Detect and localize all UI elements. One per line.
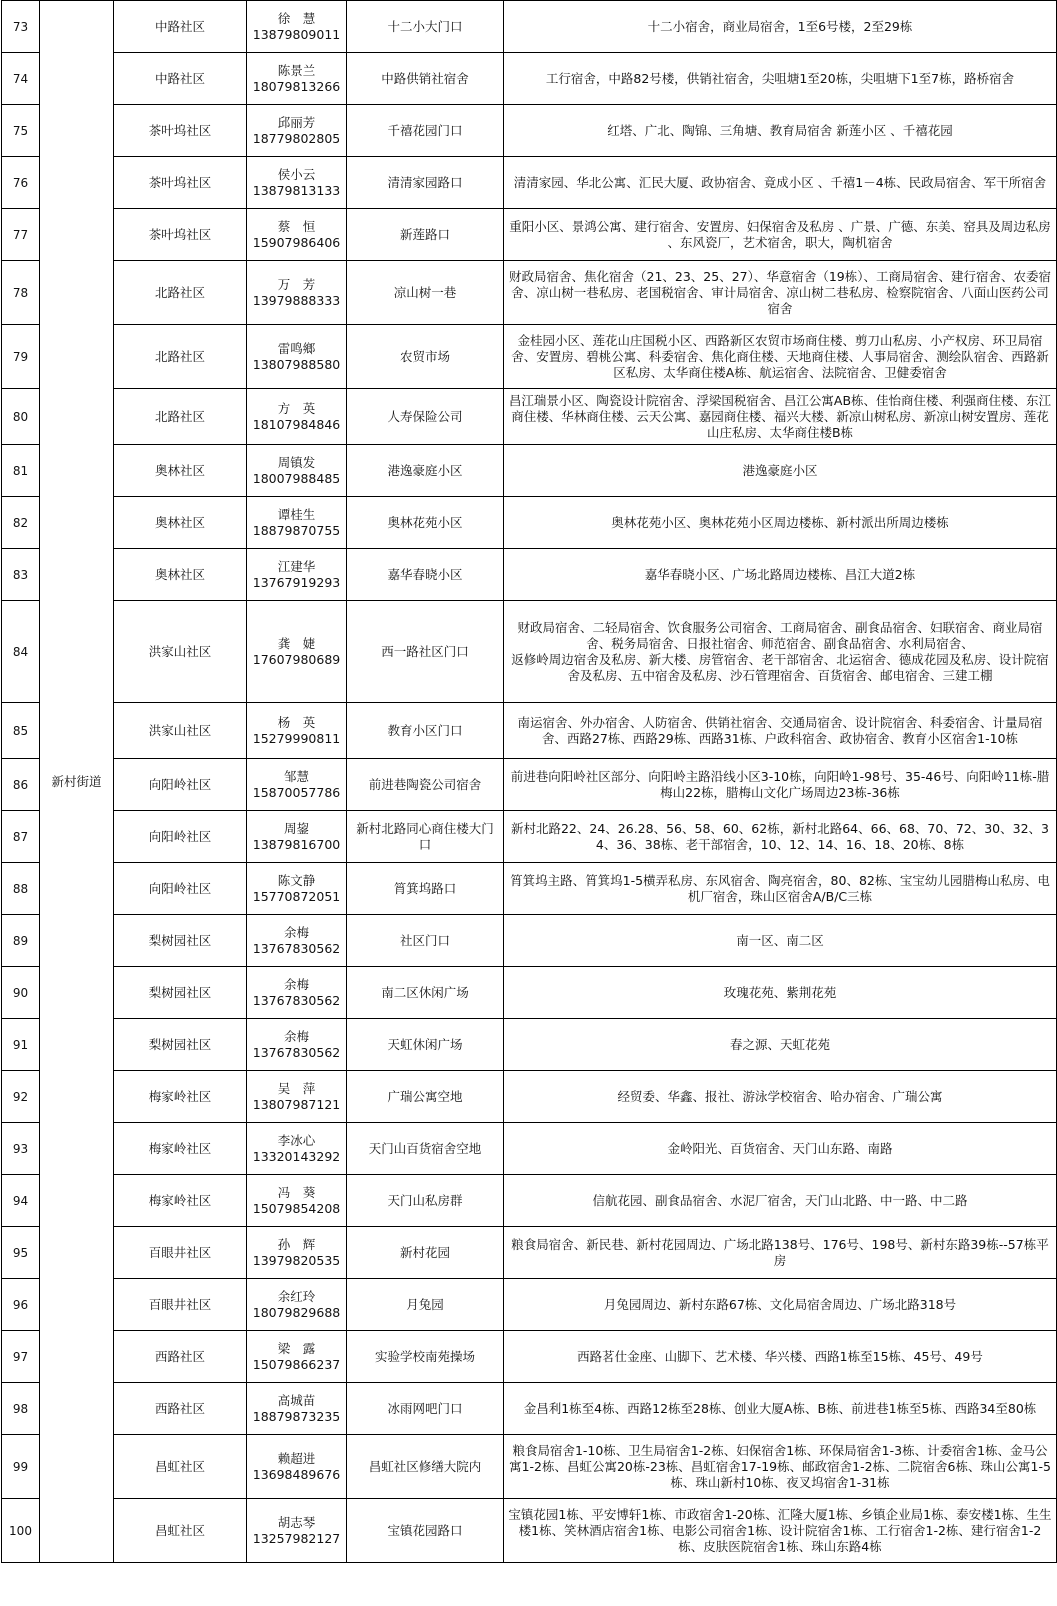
contact-cell [247, 389, 347, 445]
table-row [2, 967, 1057, 1019]
location-cell: 筲箕坞路口 [347, 863, 504, 915]
contact-phone: 17607980689 [252, 651, 341, 667]
contact-phone: 15079854208 [252, 1200, 341, 1216]
table-row [2, 601, 1057, 703]
coverage-area-text: 红塔、广北、陶锦、三角塘、教育局宿舍 新莲小区 、千禧花园 [607, 122, 953, 138]
contact-name: 李冰心 [277, 1132, 316, 1148]
coverage-area-cell [504, 759, 1057, 811]
contact-name: 余梅 [283, 976, 309, 992]
community-cell: 中路社区 [114, 1, 247, 53]
contact-name: 谭桂生 [277, 506, 316, 522]
community-cell: 西路社区 [114, 1383, 247, 1435]
coverage-area-text: 金岭阳光、百货宿舍、天门山东路、南路 [667, 1140, 893, 1156]
location-cell: 中路供销社宿舍 [347, 53, 504, 105]
contact-phone: 18007988485 [252, 470, 341, 486]
table-row [2, 1227, 1057, 1279]
contact-phone: 13320143292 [252, 1148, 341, 1164]
table-row [2, 915, 1057, 967]
location-cell: 农贸市场 [347, 325, 504, 389]
contact-cell [247, 759, 347, 811]
community-cell: 向阳岭社区 [114, 863, 247, 915]
location-cell: 南二区休闲广场 [347, 967, 504, 1019]
coverage-area-text: 嘉华春晓小区、广场北路周边楼栋、昌江大道2栋 [644, 566, 916, 582]
table-row [2, 1071, 1057, 1123]
contact-cell [247, 1, 347, 53]
location-cell: 西一路社区门口 [347, 601, 504, 703]
row-number-cell: 82 [2, 497, 40, 549]
contact-cell [247, 1331, 347, 1383]
contact-name: 江建华 [277, 558, 316, 574]
coverage-area-cell [504, 967, 1057, 1019]
contact-cell [247, 1175, 347, 1227]
coverage-area-cell [504, 105, 1057, 157]
coverage-area-text: 春之源、天虹花苑 [729, 1036, 830, 1052]
location-cell: 奥林花苑小区 [347, 497, 504, 549]
coverage-area-text: 返修岭周边宿舍及私房、新大楼、房管宿舍、老干部宿舍、北运宿舍、德成花园及私房、设计院宿舍及私房、五中宿舍及私房、沙石管理宿舍、百货宿舍、邮电宿舍、三建工棚 [511, 651, 1049, 683]
contact-phone: 15079866237 [252, 1356, 341, 1372]
row-number-cell: 73 [2, 1, 40, 53]
community-cell: 梅家岭社区 [114, 1123, 247, 1175]
table-row [2, 863, 1057, 915]
community-cell: 向阳岭社区 [114, 811, 247, 863]
contact-cell [247, 261, 347, 325]
contact-cell [247, 1435, 347, 1499]
coverage-area-cell [504, 209, 1057, 261]
row-number-cell: 87 [2, 811, 40, 863]
coverage-area-cell [504, 1, 1057, 53]
community-cell: 百眼井社区 [114, 1227, 247, 1279]
location-cell: 昌虹社区修缮大院内 [347, 1435, 504, 1499]
contact-cell [247, 157, 347, 209]
coverage-area-text: 南一区、南二区 [736, 932, 824, 948]
table-row [2, 811, 1057, 863]
coverage-area-text: 十二小宿舍，商业局宿舍，1至6号楼，2至29栋 [647, 18, 913, 34]
contact-cell [247, 1383, 347, 1435]
contact-cell [247, 209, 347, 261]
contact-cell [247, 445, 347, 497]
contact-cell [247, 1071, 347, 1123]
contact-cell [247, 105, 347, 157]
contact-cell [247, 915, 347, 967]
row-number-cell: 96 [2, 1279, 40, 1331]
contact-cell [247, 53, 347, 105]
coverage-area-text: 宝镇花园1栋、平安博轩1栋、市政宿舍1-20栋、汇隆大厦1栋、乡镇企业局1栋、泰安楼1栋、生生楼1栋、笑林酒店宿舍1栋、电影公司宿舍1栋、设计院宿舍1栋、工行宿舍1-2栋、建行宿舍1-2栋、皮肤医院宿舍1栋、珠山东路4栋 [508, 1506, 1052, 1554]
coverage-area-cell [504, 1175, 1057, 1227]
contact-phone: 18107984846 [252, 416, 341, 432]
location-cell: 新村花园 [347, 1227, 504, 1279]
contact-name: 邱丽芳 [277, 114, 316, 130]
coverage-area-text: 港逸豪庭小区 [742, 462, 818, 478]
community-cell: 奥林社区 [114, 549, 247, 601]
row-number-cell: 98 [2, 1383, 40, 1435]
contact-name: 余红玲 [277, 1288, 316, 1304]
table-row [2, 389, 1057, 445]
row-number-cell: 90 [2, 967, 40, 1019]
location-cell: 天门山百货宿舍空地 [347, 1123, 504, 1175]
location-cell: 冰雨网吧门口 [347, 1383, 504, 1435]
coverage-area-cell [504, 1383, 1057, 1435]
contact-name: 陈景兰 [277, 62, 316, 78]
contact-name: 周镇发 [277, 454, 316, 470]
row-number-cell: 99 [2, 1435, 40, 1499]
coverage-area-text: 工行宿舍，中路82号楼，供销社宿舍，尖咀塘1至20栋，尖咀塘下1至7栋，路桥宿舍 [545, 70, 1015, 86]
coverage-area-text: 南运宿舍、外办宿舍、人防宿舍、供销社宿舍、交通局宿舍、设计院宿舍、科委宿舍、计量局宿舍、西路27栋、西路29栋、西路31栋、户政科宿舍、政协宿舍、教育小区宿舍1-10栋 [517, 714, 1043, 746]
row-number-cell: 100 [2, 1499, 40, 1563]
location-cell: 社区门口 [347, 915, 504, 967]
coverage-area-text: 财政局宿舍、二轻局宿舍、饮食服务公司宿舍、工商局宿舍、副食品宿舍、妇联宿舍、商业局宿舍、税务局宿舍、日报社宿舍、师范宿舍、副食品宿舍、水利局宿舍、 [517, 619, 1043, 651]
contact-name: 杨 英 [277, 714, 316, 730]
community-table [1, 0, 1057, 1563]
location-cell: 十二小大门口 [347, 1, 504, 53]
contact-phone: 15907986406 [252, 234, 341, 250]
contact-phone: 13767919293 [252, 574, 341, 590]
community-cell: 百眼井社区 [114, 1279, 247, 1331]
coverage-area-cell [504, 1019, 1057, 1071]
coverage-area-cell [504, 549, 1057, 601]
row-number-cell: 83 [2, 549, 40, 601]
coverage-area-text: 玫瑰花苑、紫荆花苑 [723, 984, 837, 1000]
coverage-area-cell [504, 325, 1057, 389]
coverage-area-cell [504, 445, 1057, 497]
coverage-area-text: 昌江瑞景小区、陶瓷设计院宿舍、浮梁国税宿舍、昌江公寓AB栋、佳怡商住楼、利强商住楼、东江商住楼、华林商住楼、云天公寓、嘉园商住楼、福兴大楼、新凉山树私房、新凉山树安置房、莲花山庄私房、太华商住楼B栋 [508, 392, 1052, 440]
contact-phone: 13807988580 [252, 356, 341, 372]
location-cell: 港逸豪庭小区 [347, 445, 504, 497]
coverage-area-text: 筲箕坞主路、筲箕坞1-5横弄私房、东风宿舍、陶亮宿舍，80、82栋、宝宝幼儿园腊梅山私房、电机厂宿舍，珠山区宿舍A/B/C三栋 [510, 872, 1050, 904]
contact-phone: 13879816700 [252, 836, 341, 852]
community-cell: 茶叶坞社区 [114, 157, 247, 209]
coverage-area-text: 前进巷向阳岭社区部分、向阳岭主路沿线小区3-10栋，向阳岭1-98号、35-46号、向阳岭11栋-腊梅山22栋，腊梅山文化广场周边23栋-36栋 [510, 768, 1050, 800]
location-cell: 教育小区门口 [347, 703, 504, 759]
table-row [2, 261, 1057, 325]
coverage-area-text: 月兔园周边、新村东路67栋、文化局宿舍周边、广场北路318号 [603, 1296, 957, 1312]
coverage-area-text: 信航花园、副食品宿舍、水泥厂宿舍，天门山北路、中一路、中二路 [592, 1192, 968, 1208]
contact-phone: 13807987121 [252, 1096, 341, 1112]
coverage-area-cell [504, 389, 1057, 445]
row-number-cell: 85 [2, 703, 40, 759]
location-cell: 千禧花园门口 [347, 105, 504, 157]
contact-name: 周鋆 [283, 820, 309, 836]
coverage-area-cell [504, 497, 1057, 549]
row-number-cell: 93 [2, 1123, 40, 1175]
contact-phone: 15770872051 [252, 888, 341, 904]
coverage-area-text: 重阳小区、景鸿公寓、建行宿舍、安置房、妇保宿舍及私房 、广景、广德、东美、窑具及周边私房 、东风瓷厂，艺术宿舍，职大，陶机宿舍 [509, 218, 1051, 250]
table-row [2, 1499, 1057, 1563]
coverage-area-cell [504, 1499, 1057, 1563]
table-body [2, 1, 1057, 1563]
contact-name: 余梅 [283, 924, 309, 940]
contact-phone: 18079829688 [252, 1304, 341, 1320]
community-cell: 奥林社区 [114, 497, 247, 549]
community-cell: 北路社区 [114, 325, 247, 389]
contact-cell [247, 811, 347, 863]
location-cell: 新莲路口 [347, 209, 504, 261]
location-cell: 宝镇花园路口 [347, 1499, 504, 1563]
coverage-area-cell [504, 863, 1057, 915]
table-row [2, 209, 1057, 261]
community-cell: 西路社区 [114, 1331, 247, 1383]
location-cell: 月兔园 [347, 1279, 504, 1331]
contact-phone: 13767830562 [252, 1044, 341, 1060]
community-cell: 梨树园社区 [114, 967, 247, 1019]
contact-name: 方 英 [277, 400, 316, 416]
table-row [2, 1331, 1057, 1383]
contact-cell [247, 1227, 347, 1279]
contact-cell [247, 703, 347, 759]
row-number-cell: 97 [2, 1331, 40, 1383]
table-row [2, 1, 1057, 53]
coverage-area-text: 奥林花苑小区、奥林花苑小区周边楼栋、新村派出所周边楼栋 [611, 514, 949, 530]
table-row [2, 1019, 1057, 1071]
table-row [2, 325, 1057, 389]
contact-cell [247, 863, 347, 915]
contact-cell [247, 549, 347, 601]
coverage-area-text: 清清家园、华北公寓、汇民大厦、政协宿舍、竟成小区 、千禧1－4栋、民政局宿舍、军干所宿舍 [513, 174, 1047, 190]
table-row [2, 53, 1057, 105]
table-row [2, 1383, 1057, 1435]
contact-cell [247, 1279, 347, 1331]
contact-cell [247, 1499, 347, 1563]
contact-name: 徐 慧 [277, 10, 316, 26]
table-row [2, 1435, 1057, 1499]
contact-phone: 18879873235 [252, 1408, 341, 1424]
coverage-area-cell [504, 1331, 1057, 1383]
row-number-cell: 84 [2, 601, 40, 703]
contact-cell [247, 497, 347, 549]
community-cell: 茶叶坞社区 [114, 209, 247, 261]
contact-cell [247, 1019, 347, 1071]
row-number-cell: 78 [2, 261, 40, 325]
location-cell: 广瑞公寓空地 [347, 1071, 504, 1123]
coverage-area-text: 粮食局宿舍、新民巷、新村花园周边、广场北路138号、176号、198号、新村东路39栋--57栋平房 [511, 1236, 1049, 1268]
location-cell: 天虹休闲广场 [347, 1019, 504, 1071]
contact-phone: 18079813266 [252, 78, 341, 94]
location-cell: 实验学校南苑操场 [347, 1331, 504, 1383]
table-row [2, 157, 1057, 209]
community-cell: 洪家山社区 [114, 601, 247, 703]
contact-name: 赖超进 [277, 1450, 316, 1466]
contact-phone: 13767830562 [252, 940, 341, 956]
location-cell: 清清家园路口 [347, 157, 504, 209]
table-row [2, 759, 1057, 811]
row-number-cell: 76 [2, 157, 40, 209]
coverage-area-text: 新村北路22、24、26.28、56、58、60、62栋，新村北路64、66、68、70、72、30、32、34、36、38栋、老干部宿舍，10、12、14、16、18、20栋、8栋 [510, 820, 1049, 852]
coverage-area-text: 粮食局宿舍1-10栋、卫生局宿舍1-2栋、妇保宿舍1栋、环保局宿舍1-3栋、计委宿舍1栋、金马公寓1-2栋、昌虹公寓20栋-23栋、昌虹宿舍17-19栋、邮政宿舍1-2栋、二院宿舍6栋、珠山公寓1-5栋、珠山新村10栋、夜叉坞宿舍1-31栋 [509, 1442, 1051, 1490]
coverage-area-text: 西路茗仕金座、山脚下、艺术楼、华兴楼、西路1栋至15栋、45号、49号 [577, 1348, 983, 1364]
contact-name: 邹慧 [283, 768, 309, 784]
location-cell: 前进巷陶瓷公司宿舍 [347, 759, 504, 811]
coverage-area-cell [504, 1279, 1057, 1331]
community-cell: 昌虹社区 [114, 1499, 247, 1563]
row-number-cell: 89 [2, 915, 40, 967]
coverage-area-cell [504, 703, 1057, 759]
row-number-cell: 94 [2, 1175, 40, 1227]
contact-phone: 18779802805 [252, 130, 341, 146]
table-row [2, 497, 1057, 549]
coverage-area-text: 金昌利1栋至4栋、西路12栋至28栋、创业大厦A栋、B栋、前进巷1栋至5栋、西路34至80栋 [523, 1400, 1037, 1416]
contact-name: 雷鸣鄉 [277, 340, 316, 356]
community-cell: 梨树园社区 [114, 1019, 247, 1071]
row-number-cell: 95 [2, 1227, 40, 1279]
table-row [2, 703, 1057, 759]
coverage-area-cell [504, 261, 1057, 325]
contact-phone: 13257982127 [252, 1530, 341, 1546]
row-number-cell: 80 [2, 389, 40, 445]
street-cell: 新村街道 [40, 1, 114, 1563]
contact-phone: 13767830562 [252, 992, 341, 1008]
row-number-cell: 77 [2, 209, 40, 261]
coverage-area-text: 经贸委、华鑫、报社、游泳学校宿舍、哈办宿舍、广瑞公寓 [617, 1088, 943, 1104]
coverage-area-text: 财政局宿舍、焦化宿舍（21、23、25、27）、华意宿舍（19栋）、工商局宿舍、建行宿舍、农委宿舍、凉山树一巷私房、老国税宿舍、审计局宿舍、凉山树二巷私房、检察院宿舍、八面山医药公司宿舍 [508, 268, 1052, 316]
coverage-area-cell [504, 811, 1057, 863]
contact-cell [247, 967, 347, 1019]
contact-name: 胡志琴 [277, 1514, 316, 1530]
coverage-area-cell [504, 1071, 1057, 1123]
contact-name: 吴 萍 [277, 1080, 316, 1096]
contact-name: 冯 葵 [277, 1184, 316, 1200]
contact-phone: 18879870755 [252, 522, 341, 538]
location-cell: 嘉华春晓小区 [347, 549, 504, 601]
row-number-cell: 81 [2, 445, 40, 497]
community-cell: 梨树园社区 [114, 915, 247, 967]
location-cell: 凉山树一巷 [347, 261, 504, 325]
community-cell: 昌虹社区 [114, 1435, 247, 1499]
contact-name: 陈文静 [277, 872, 316, 888]
contact-name: 龚 婕 [277, 635, 316, 651]
contact-phone: 13879809011 [252, 26, 341, 42]
community-cell: 北路社区 [114, 389, 247, 445]
row-number-cell: 79 [2, 325, 40, 389]
community-cell: 梅家岭社区 [114, 1175, 247, 1227]
row-number-cell: 88 [2, 863, 40, 915]
location-cell: 新村北路同心商住楼大门口 [347, 811, 504, 863]
contact-cell [247, 1123, 347, 1175]
contact-phone: 13879813133 [252, 182, 341, 198]
table-row [2, 1279, 1057, 1331]
coverage-area-cell [504, 1435, 1057, 1499]
contact-phone: 13979888333 [252, 292, 341, 308]
coverage-area-text: 金桂园小区、莲花山庄国税小区、西路新区农贸市场商住楼、剪刀山私房、小产权房、环卫局宿舍、安置房、碧桃公寓、科委宿舍、焦化商住楼、天地商住楼、人事局宿舍、测绘队宿舍、西路新区私房、太华商住楼A栋、航运宿舍、法院宿舍、卫健委宿舍 [511, 332, 1049, 380]
contact-name: 孙 辉 [277, 1236, 316, 1252]
row-number-cell: 86 [2, 759, 40, 811]
contact-cell [247, 325, 347, 389]
row-number-cell: 75 [2, 105, 40, 157]
community-cell: 洪家山社区 [114, 703, 247, 759]
contact-phone: 13698489676 [252, 1466, 341, 1482]
table-row [2, 105, 1057, 157]
contact-cell [247, 601, 347, 703]
table-row [2, 1175, 1057, 1227]
coverage-area-cell [504, 1227, 1057, 1279]
coverage-area-cell [504, 915, 1057, 967]
row-number-cell: 91 [2, 1019, 40, 1071]
community-cell: 向阳岭社区 [114, 759, 247, 811]
contact-name: 蔡 恒 [277, 218, 316, 234]
location-cell: 天门山私房群 [347, 1175, 504, 1227]
table-row [2, 1123, 1057, 1175]
contact-name: 侯小云 [277, 166, 316, 182]
coverage-area-cell [504, 601, 1057, 703]
community-cell: 北路社区 [114, 261, 247, 325]
community-cell: 奥林社区 [114, 445, 247, 497]
table-row [2, 445, 1057, 497]
contact-phone: 15279990811 [252, 730, 341, 746]
row-number-cell: 74 [2, 53, 40, 105]
row-number-cell: 92 [2, 1071, 40, 1123]
community-cell: 茶叶坞社区 [114, 105, 247, 157]
contact-name: 万 芳 [277, 276, 316, 292]
community-cell: 梅家岭社区 [114, 1071, 247, 1123]
contact-phone: 15870057786 [252, 784, 341, 800]
community-cell: 中路社区 [114, 53, 247, 105]
coverage-area-cell [504, 53, 1057, 105]
contact-phone: 13979820535 [252, 1252, 341, 1268]
location-cell: 人寿保险公司 [347, 389, 504, 445]
coverage-area-cell [504, 157, 1057, 209]
table-row [2, 549, 1057, 601]
contact-name: 余梅 [283, 1028, 309, 1044]
contact-name: 高城苗 [277, 1392, 316, 1408]
contact-name: 梁 露 [277, 1340, 316, 1356]
coverage-area-cell [504, 1123, 1057, 1175]
